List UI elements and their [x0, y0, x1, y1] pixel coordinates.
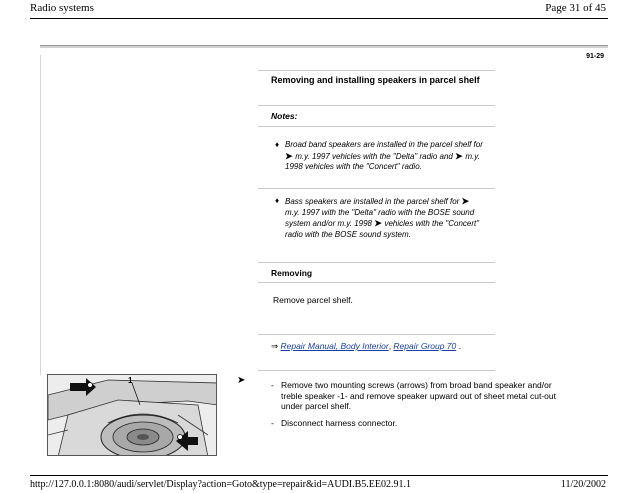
header-title: Radio systems — [30, 2, 94, 14]
section-number: 91-29 — [586, 53, 604, 60]
remove-shelf-instruction: Remove parcel shelf. — [273, 295, 353, 305]
footer-url: http://127.0.0.1:8080/audi/servlet/Display?action=Goto&type=repair&id=AUDI.B5.EE02.91.1 — [30, 479, 412, 490]
diamond-bullet-icon: ♦ — [275, 140, 280, 149]
repair-manual-reference — [271, 341, 486, 352]
right-double-arrow-icon: ⇒ — [271, 341, 281, 351]
divider — [258, 334, 495, 335]
callout-label: 1 — [128, 376, 133, 385]
divider — [258, 262, 495, 263]
removing-heading: Removing — [271, 268, 313, 278]
header-divider — [30, 18, 608, 19]
footer-date: 11/20/2002 — [560, 479, 606, 490]
divider — [258, 105, 495, 106]
diamond-bullet-icon: ♦ — [275, 196, 280, 205]
note-text: Bass speakers are installed in the parcel shelf for — [285, 197, 460, 206]
step-text: Disconnect harness connector. — [281, 418, 398, 428]
chevron-right-icon: ➤ — [285, 150, 293, 161]
note-text: Broad band speakers are installed in the parcel shelf for — [285, 140, 483, 149]
page-top-bar — [40, 45, 608, 48]
reference-end: . — [456, 341, 461, 351]
chevron-right-icon: ➤ — [461, 196, 470, 206]
header-page-number: Page 31 of 45 — [545, 2, 606, 14]
divider — [258, 70, 495, 71]
left-pointer-icon: ➤ — [237, 375, 246, 386]
step-text: Remove two mounting screws (arrows) from broad band speaker and/or treble speaker -1- and remove speaker upward out of sheet metal cut-out under parcel shelf. — [281, 380, 556, 411]
footer-divider — [30, 475, 608, 476]
note-item — [275, 140, 485, 173]
chevron-right-icon: ➤ — [455, 150, 463, 161]
note-item — [275, 196, 485, 240]
note-text: m.y. 1997 vehicles with the "Delta" radio and — [295, 151, 453, 161]
note-text: vehicles with the "Concert" radio with the BOSE sound system. — [285, 219, 480, 239]
speaker-removal-illustration — [47, 374, 217, 456]
divider — [258, 126, 495, 127]
divider — [258, 370, 495, 371]
repair-group-link[interactable]: Repair Group 70 — [393, 341, 457, 351]
notes-label: Notes: — [271, 111, 298, 121]
note-text: m.y. 1997 with the "Delta" radio with the BOSE sound system and/or m.y. 1998 — [285, 207, 475, 228]
repair-manual-link[interactable]: Repair Manual, Body Interior — [280, 341, 389, 351]
note-text: m.y. 1998 vehicles with the "Concert" radio. — [285, 151, 480, 171]
left-column-divider — [40, 55, 41, 375]
divider — [258, 188, 495, 189]
divider — [258, 282, 495, 283]
removal-step — [271, 380, 571, 412]
removal-step — [271, 418, 571, 429]
speaker-illustration-graphic — [48, 375, 217, 456]
step-dash: - — [271, 418, 274, 428]
step-dash: - — [271, 380, 274, 390]
page-title: Removing and installing speakers in parcel shelf — [271, 75, 480, 85]
chevron-right-icon: ➤ — [374, 218, 382, 228]
reference-separator: , — [388, 341, 394, 351]
